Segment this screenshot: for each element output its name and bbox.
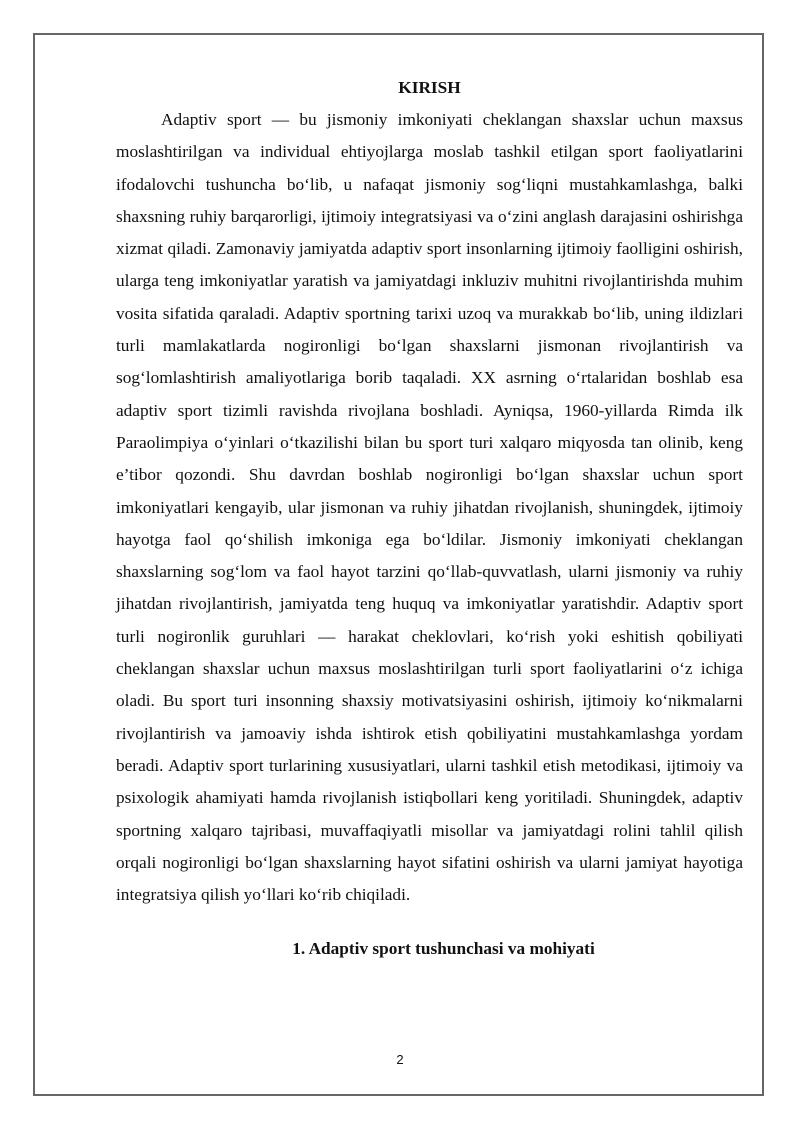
intro-paragraph: Adaptiv sport — bu jismoniy imkoniyati cheklangan shaxslar uchun maxsus moslashtirilgan va individual ehtiyojlarga moslab tashkil etilgan sport faoliyatlarini ifodalovchi tushuncha boʻlib, u nafaqat jismoniy sogʻliqni mustahkamlashga, balki shaxsning ruhiy barqarorligi, ijtimoiy integratsiyasi va oʻzini anglash darajasini oshirishga xizmat qiladi. Zamonaviy jamiyatda adaptiv sport insonlarning ijtimoiy faolligini oshirish, ularga teng imkoniyatlar yaratish va jamiyatdagi inkluziv muhitni rivojlantirishda muhim vosita sifatida qaraladi. Adaptiv sportning tarixi uzoq va murakkab boʻlib, uning ildizlari turli mamlakatlarda nogironligi boʻlgan shaxslarni jismonan rivojlantirish va sogʻlomlashtirish amaliyotlariga borib taqaladi. XX asrning oʻrtalaridan boshlab esa adaptiv sport tizimli ravishda rivojlana boshladi. Ayniqsa, 1960-yillarda Rimda ilk Paraolimpiya oʻyinlari oʻtkazilishi bilan bu sport turi xalqaro miqyosda tan olinib, keng e’tibor qozondi. Shu davrdan boshlab nogironligi boʻlgan shaxslar uchun sport imkoniyatlari kengayib, ular jismonan va ruhiy jihatdan rivojlanish, shuningdek, ijtimoiy hayotga faol qoʻshilish imkoniga ega boʻldilar. Jismoniy imkoniyati cheklangan shaxslarning sogʻlom va faol hayot tarzini qoʻllab-quvvatlash, ularni jismoniy va ruhiy jihatdan rivojlantirish, jamiyatda teng huquq va imkoniyatlar yaratishdir. Adaptiv sport turli nogironlik guruhlari — harakat cheklovlari, koʻrish yoki eshitish qobiliyati cheklangan shaxslar uchun maxsus moslashtirilgan turli sport faoliyatlarini oʻz ichiga oladi. Bu sport turi insonning shaxsiy motivatsiyasini oshirish, ijtimoiy koʻnikmalarni rivojlantirish va jamoaviy ishda ishtirok etish qobiliyatini mustahkamlashga yordam beradi. Adaptiv sport turlarining xususiyatlari, ularni tashkil etish metodikasi, ijtimoiy va psixologik ahamiyati hamda rivojlanish istiqbollari keng yoritiladi. Shuningdek, adaptiv sportning xalqaro tajribasi, muvaffaqiyatli misollar va jamiyatdagi rolini tahlil qilish orqali nogironligi boʻlgan shaxslarning hayot sifatini oshirish va ularni jamiyat hayotiga integratsiya qilish yoʻllari koʻrib chiqiladi. [116,110,743,905]
document-body [116,72,743,965]
section-heading: 1. Adaptiv sport tushunchasi va mohiyati [292,939,595,959]
page-title: KIRISH [398,78,461,97]
page-number: 2 [396,1052,404,1067]
